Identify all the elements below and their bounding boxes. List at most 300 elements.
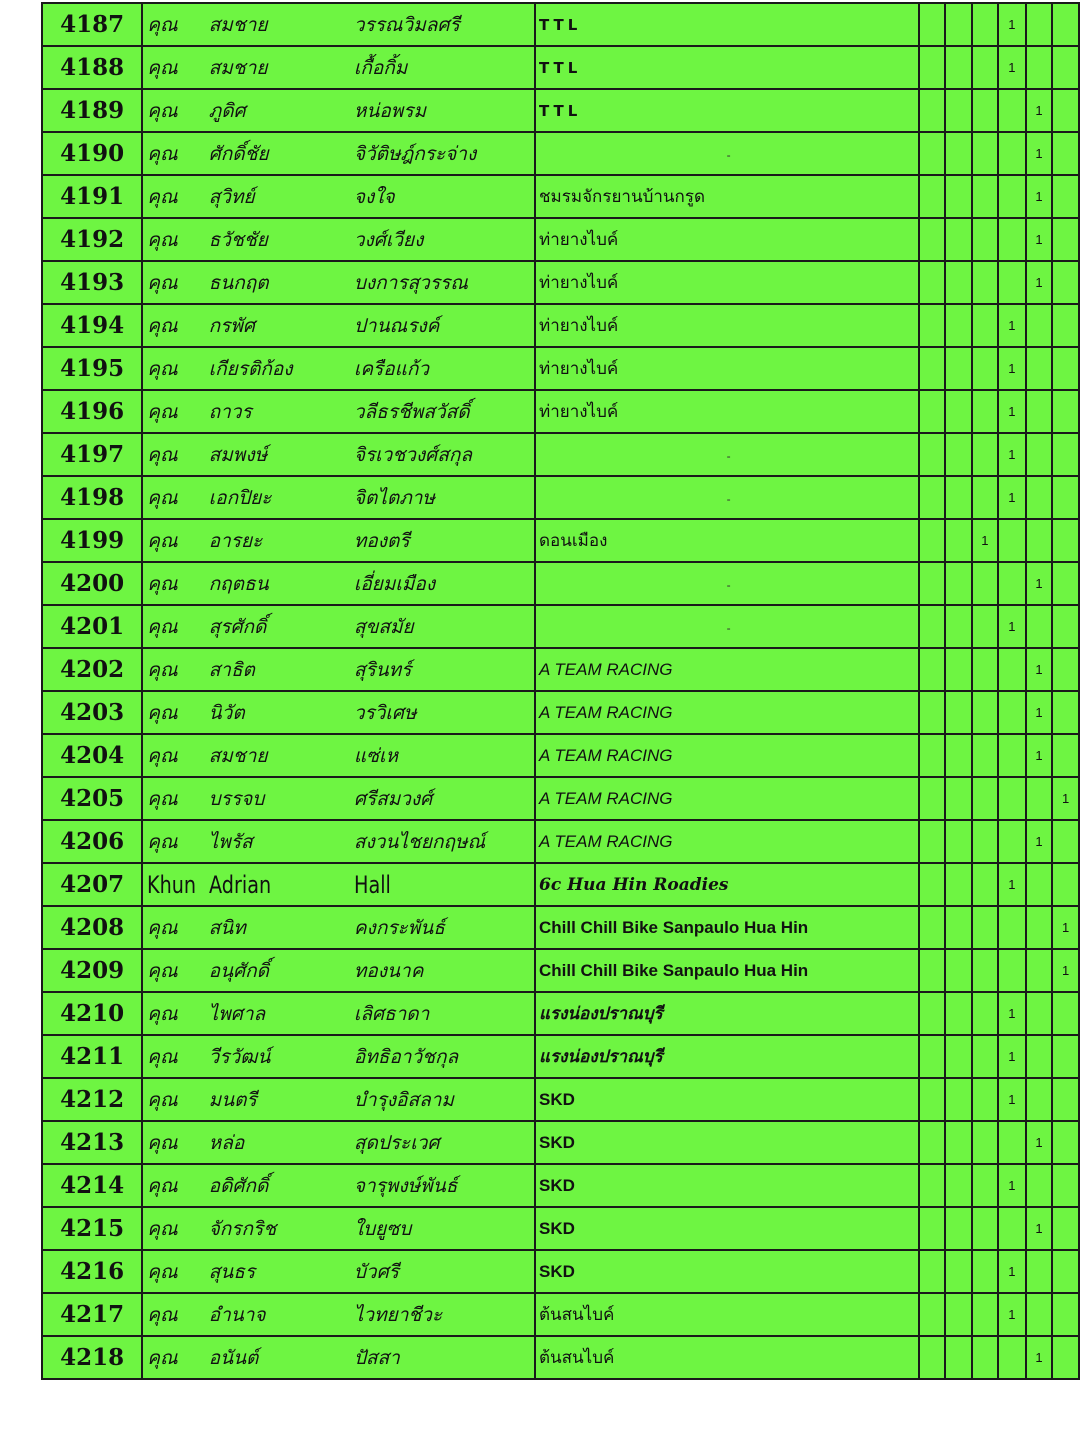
table-row (42, 562, 1079, 605)
category-mark-6 (1052, 648, 1079, 691)
last-name: ทองตรี (354, 519, 535, 562)
category-mark-4 (998, 820, 1026, 863)
category-mark-4: 1 (998, 390, 1026, 433)
club-name (535, 218, 919, 261)
category-mark-4: 1 (998, 1293, 1026, 1336)
category-mark-2 (945, 777, 971, 820)
category-mark-6 (1052, 261, 1079, 304)
name-title: คุณ (142, 1207, 208, 1250)
category-mark-4 (998, 906, 1026, 949)
entry-number: 4202 (42, 648, 142, 691)
club-name-text: - (726, 577, 731, 592)
club-name-text: A TEAM RACING (538, 659, 673, 679)
category-mark-5 (1026, 605, 1053, 648)
club-name (535, 605, 919, 648)
category-mark-6 (1052, 1164, 1079, 1207)
table-row (42, 1164, 1079, 1207)
category-mark-4 (998, 648, 1026, 691)
entry-number: 4213 (42, 1121, 142, 1164)
club-name-text: ดอนเมือง (538, 531, 608, 550)
category-mark-3 (972, 175, 999, 218)
table-row (42, 1121, 1079, 1164)
category-mark-5 (1026, 3, 1053, 46)
category-mark-3 (972, 777, 999, 820)
name-title: คุณ (142, 519, 208, 562)
last-name: บงการสุวรรณ (354, 261, 535, 304)
first-name: อนุศักดิ์ (209, 949, 354, 992)
name-title: คุณ (142, 89, 208, 132)
first-name: สมชาย (209, 46, 354, 89)
entry-number: 4214 (42, 1164, 142, 1207)
club-name-text: SKD (538, 1175, 575, 1195)
club-name-text: แรงน่องปราณบุรี (538, 1004, 663, 1023)
club-name-text: ต้นสนไบค์ (538, 1348, 615, 1367)
club-name-text: A TEAM RACING (538, 788, 673, 808)
category-mark-5 (1026, 863, 1053, 906)
last-name: เครือแก้ว (354, 347, 535, 390)
category-mark-1 (919, 304, 945, 347)
category-mark-5 (1026, 1164, 1053, 1207)
first-name: ธนกฤต (209, 261, 354, 304)
category-mark-6 (1052, 691, 1079, 734)
category-mark-3 (972, 1293, 999, 1336)
club-name (535, 347, 919, 390)
name-title: คุณ (142, 132, 208, 175)
entry-number: 4216 (42, 1250, 142, 1293)
name-title: คุณ (142, 1035, 208, 1078)
first-name: อารยะ (209, 519, 354, 562)
club-name (535, 992, 919, 1035)
category-mark-1 (919, 863, 945, 906)
category-mark-4: 1 (998, 1250, 1026, 1293)
category-mark-4 (998, 1336, 1026, 1379)
last-name: คงกระพันธ์ (354, 906, 535, 949)
last-name: จิรเวชวงศ์สกุล (354, 433, 535, 476)
club-name-text: A TEAM RACING (538, 831, 673, 851)
category-mark-2 (945, 1207, 971, 1250)
club-name (535, 3, 919, 46)
category-mark-6 (1052, 390, 1079, 433)
category-mark-2 (945, 992, 971, 1035)
name-title: คุณ (142, 648, 208, 691)
category-mark-4 (998, 132, 1026, 175)
entry-number: 4209 (42, 949, 142, 992)
table-row (42, 476, 1079, 519)
name-title: คุณ (142, 347, 208, 390)
club-name-text: TTL (538, 58, 582, 77)
category-mark-5: 1 (1026, 1336, 1053, 1379)
category-mark-6 (1052, 175, 1079, 218)
last-name: จิวัติษฎ์กระจ่าง (354, 132, 535, 175)
category-mark-2 (945, 734, 971, 777)
table-row (42, 734, 1079, 777)
category-mark-5: 1 (1026, 820, 1053, 863)
category-mark-2 (945, 863, 971, 906)
club-name-text: 6c Hua Hin Roadies (538, 874, 729, 895)
club-name-text: SKD (538, 1261, 575, 1281)
category-mark-3 (972, 261, 999, 304)
last-name: สุขสมัย (354, 605, 535, 648)
name-title: คุณ (142, 691, 208, 734)
category-mark-2 (945, 1121, 971, 1164)
name-title: คุณ (142, 175, 208, 218)
category-mark-6 (1052, 1250, 1079, 1293)
category-mark-5 (1026, 347, 1053, 390)
table-row (42, 304, 1079, 347)
entry-number: 4201 (42, 605, 142, 648)
entry-number: 4199 (42, 519, 142, 562)
category-mark-3 (972, 992, 999, 1035)
entry-number: 4218 (42, 1336, 142, 1379)
category-mark-1 (919, 605, 945, 648)
category-mark-4: 1 (998, 863, 1026, 906)
category-mark-3 (972, 949, 999, 992)
category-mark-1 (919, 648, 945, 691)
table-row (42, 175, 1079, 218)
category-mark-5 (1026, 390, 1053, 433)
table-row (42, 1035, 1079, 1078)
category-mark-6: 1 (1052, 949, 1079, 992)
registration-table (41, 2, 1080, 1380)
category-mark-4: 1 (998, 347, 1026, 390)
category-mark-2 (945, 476, 971, 519)
name-title: คุณ (142, 777, 208, 820)
category-mark-3 (972, 562, 999, 605)
table-row (42, 992, 1079, 1035)
table-row (42, 691, 1079, 734)
first-name: เอกปิยะ (209, 476, 354, 519)
category-mark-3 (972, 46, 999, 89)
category-mark-6 (1052, 562, 1079, 605)
first-name: สมพงษ์ (209, 433, 354, 476)
category-mark-3 (972, 1207, 999, 1250)
club-name (535, 777, 919, 820)
club-name (535, 691, 919, 734)
club-name (535, 1207, 919, 1250)
category-mark-6 (1052, 46, 1079, 89)
category-mark-5 (1026, 949, 1053, 992)
entry-number: 4193 (42, 261, 142, 304)
category-mark-5 (1026, 777, 1053, 820)
category-mark-1 (919, 347, 945, 390)
entry-number: 4194 (42, 304, 142, 347)
category-mark-6 (1052, 519, 1079, 562)
category-mark-3 (972, 476, 999, 519)
first-name: ไพศาล (209, 992, 354, 1035)
category-mark-5 (1026, 476, 1053, 519)
last-name: บำรุงอิสลาม (354, 1078, 535, 1121)
club-name-text: ท่ายางไบค์ (538, 402, 619, 421)
entry-number: 4200 (42, 562, 142, 605)
first-name: บรรจบ (209, 777, 354, 820)
entry-number: 4211 (42, 1035, 142, 1078)
category-mark-2 (945, 304, 971, 347)
first-name: เกียรติก้อง (209, 347, 354, 390)
table-row (42, 261, 1079, 304)
category-mark-4: 1 (998, 1035, 1026, 1078)
category-mark-4 (998, 519, 1026, 562)
category-mark-2 (945, 261, 971, 304)
category-mark-6: 1 (1052, 777, 1079, 820)
category-mark-6 (1052, 605, 1079, 648)
name-title: คุณ (142, 46, 208, 89)
category-mark-1 (919, 1035, 945, 1078)
category-mark-1 (919, 992, 945, 1035)
club-name-text: ท่ายางไบค์ (538, 359, 619, 378)
club-name-text: - (726, 448, 731, 463)
category-mark-3 (972, 3, 999, 46)
category-mark-2 (945, 1336, 971, 1379)
name-title: คุณ (142, 433, 208, 476)
entry-number: 4215 (42, 1207, 142, 1250)
table-body (42, 3, 1079, 1379)
category-mark-6 (1052, 218, 1079, 261)
last-name: อิทธิอาวัชกุล (354, 1035, 535, 1078)
club-name (535, 1078, 919, 1121)
first-name: กฤตธน (209, 562, 354, 605)
table-row (42, 347, 1079, 390)
category-mark-2 (945, 390, 971, 433)
last-name (354, 863, 535, 906)
category-mark-1 (919, 3, 945, 46)
club-name (535, 1164, 919, 1207)
last-name: สุรินทร์ (354, 648, 535, 691)
category-mark-5: 1 (1026, 1121, 1053, 1164)
entry-number: 4197 (42, 433, 142, 476)
category-mark-1 (919, 777, 945, 820)
club-name-text: แรงน่องปราณบุรี (538, 1047, 663, 1066)
last-name: ปานณรงค์ (354, 304, 535, 347)
name-title: คุณ (142, 1164, 208, 1207)
last-name: ปัสสา (354, 1336, 535, 1379)
first-name: สุวิทย์ (209, 175, 354, 218)
category-mark-4 (998, 1207, 1026, 1250)
club-name (535, 648, 919, 691)
name-title: คุณ (142, 992, 208, 1035)
category-mark-2 (945, 949, 971, 992)
entry-number: 4208 (42, 906, 142, 949)
last-name: วงศ์เวียง (354, 218, 535, 261)
category-mark-4: 1 (998, 992, 1026, 1035)
category-mark-2 (945, 605, 971, 648)
last-name: ไวทยาชีวะ (354, 1293, 535, 1336)
category-mark-4: 1 (998, 304, 1026, 347)
name-title: คุณ (142, 304, 208, 347)
category-mark-3 (972, 605, 999, 648)
category-mark-6 (1052, 347, 1079, 390)
first-name: ธวัชชัย (209, 218, 354, 261)
club-name-text: ท่ายางไบค์ (538, 273, 619, 292)
first-name: สุนธร (209, 1250, 354, 1293)
category-mark-5 (1026, 906, 1053, 949)
category-mark-6 (1052, 304, 1079, 347)
category-mark-1 (919, 691, 945, 734)
category-mark-5: 1 (1026, 562, 1053, 605)
club-name (535, 820, 919, 863)
category-mark-1 (919, 218, 945, 261)
table-row (42, 132, 1079, 175)
category-mark-5 (1026, 304, 1053, 347)
category-mark-1 (919, 1207, 945, 1250)
category-mark-6 (1052, 3, 1079, 46)
category-mark-5: 1 (1026, 1207, 1053, 1250)
category-mark-4 (998, 261, 1026, 304)
category-mark-4 (998, 949, 1026, 992)
last-name-text: Hall (353, 870, 391, 899)
first-name (209, 863, 354, 906)
club-name (535, 46, 919, 89)
club-name (535, 1035, 919, 1078)
category-mark-5: 1 (1026, 132, 1053, 175)
last-name: วรวิเศษ (354, 691, 535, 734)
category-mark-1 (919, 476, 945, 519)
last-name: หน่อพรม (354, 89, 535, 132)
category-mark-5: 1 (1026, 734, 1053, 777)
last-name: วรรณวิมลศรี (354, 3, 535, 46)
category-mark-5 (1026, 519, 1053, 562)
category-mark-4: 1 (998, 46, 1026, 89)
club-name-text: ท่ายางไบค์ (538, 316, 619, 335)
club-name (535, 1293, 919, 1336)
name-title: คุณ (142, 949, 208, 992)
category-mark-1 (919, 906, 945, 949)
category-mark-6 (1052, 89, 1079, 132)
club-name-text: A TEAM RACING (538, 702, 673, 722)
category-mark-2 (945, 175, 971, 218)
name-title: คุณ (142, 390, 208, 433)
club-name (535, 734, 919, 777)
table-row (42, 1078, 1079, 1121)
table-row (42, 3, 1079, 46)
club-name (535, 433, 919, 476)
name-title: คุณ (142, 605, 208, 648)
club-name (535, 519, 919, 562)
entry-number: 4217 (42, 1293, 142, 1336)
category-mark-4 (998, 777, 1026, 820)
first-name: นิวัต (209, 691, 354, 734)
table-row (42, 390, 1079, 433)
category-mark-3 (972, 863, 999, 906)
name-title: คุณ (142, 1078, 208, 1121)
name-title: คุณ (142, 562, 208, 605)
category-mark-4: 1 (998, 1078, 1026, 1121)
category-mark-1 (919, 1121, 945, 1164)
table-row (42, 46, 1079, 89)
first-name: หล่อ (209, 1121, 354, 1164)
category-mark-2 (945, 562, 971, 605)
first-name: สุรศักดิ์ (209, 605, 354, 648)
category-mark-3 (972, 1164, 999, 1207)
category-mark-6 (1052, 863, 1079, 906)
first-name: สมชาย (209, 734, 354, 777)
club-name (535, 390, 919, 433)
entry-number: 4196 (42, 390, 142, 433)
category-mark-3 (972, 1121, 999, 1164)
club-name-text: Chill Chill Bike Sanpaulo Hua Hin (538, 917, 809, 937)
first-name: ถาวร (209, 390, 354, 433)
category-mark-1 (919, 89, 945, 132)
name-title: คุณ (142, 906, 208, 949)
name-title: คุณ (142, 476, 208, 519)
category-mark-1 (919, 519, 945, 562)
club-name-text: - (726, 491, 731, 506)
name-title (142, 863, 208, 906)
category-mark-3 (972, 820, 999, 863)
category-mark-1 (919, 175, 945, 218)
category-mark-5 (1026, 992, 1053, 1035)
first-name: สาธิต (209, 648, 354, 691)
category-mark-1 (919, 562, 945, 605)
category-mark-1 (919, 949, 945, 992)
entry-number: 4205 (42, 777, 142, 820)
club-name (535, 175, 919, 218)
last-name: เลิศธาดา (354, 992, 535, 1035)
entry-number: 4198 (42, 476, 142, 519)
last-name: จิตไตภาษ (354, 476, 535, 519)
last-name: ศรีสมวงศ์ (354, 777, 535, 820)
club-name-text: Chill Chill Bike Sanpaulo Hua Hin (538, 960, 809, 980)
category-mark-5 (1026, 1250, 1053, 1293)
club-name (535, 1121, 919, 1164)
category-mark-6 (1052, 992, 1079, 1035)
category-mark-5: 1 (1026, 218, 1053, 261)
category-mark-4 (998, 734, 1026, 777)
table-row (42, 777, 1079, 820)
first-name: จักรกริช (209, 1207, 354, 1250)
category-mark-4 (998, 89, 1026, 132)
category-mark-2 (945, 906, 971, 949)
entry-number: 4203 (42, 691, 142, 734)
first-name: วีรวัฒน์ (209, 1035, 354, 1078)
category-mark-4: 1 (998, 3, 1026, 46)
first-name: สมชาย (209, 3, 354, 46)
first-name: กรพัศ (209, 304, 354, 347)
category-mark-3 (972, 89, 999, 132)
category-mark-6 (1052, 734, 1079, 777)
club-name-text: ชมรมจักรยานบ้านกรูด (538, 187, 705, 206)
category-mark-6 (1052, 1293, 1079, 1336)
name-title-text: Khun (147, 870, 197, 899)
category-mark-6 (1052, 476, 1079, 519)
entry-number: 4207 (42, 863, 142, 906)
club-name (535, 304, 919, 347)
category-mark-3 (972, 1250, 999, 1293)
category-mark-2 (945, 1250, 971, 1293)
category-mark-3 (972, 132, 999, 175)
category-mark-1 (919, 261, 945, 304)
club-name (535, 261, 919, 304)
category-mark-5 (1026, 1035, 1053, 1078)
club-name (535, 476, 919, 519)
category-mark-4 (998, 562, 1026, 605)
club-name-text: TTL (538, 15, 582, 34)
club-name (535, 1336, 919, 1379)
table-row (42, 1207, 1079, 1250)
table-row (42, 1336, 1079, 1379)
category-mark-4 (998, 175, 1026, 218)
category-mark-5 (1026, 433, 1053, 476)
category-mark-3 (972, 734, 999, 777)
club-name-text: SKD (538, 1089, 575, 1109)
club-name-text: ต้นสนไบค์ (538, 1305, 615, 1324)
name-title: คุณ (142, 1293, 208, 1336)
category-mark-1 (919, 734, 945, 777)
category-mark-3: 1 (972, 519, 999, 562)
category-mark-1 (919, 46, 945, 89)
club-name-text: - (726, 147, 731, 162)
category-mark-2 (945, 820, 971, 863)
category-mark-5 (1026, 1078, 1053, 1121)
